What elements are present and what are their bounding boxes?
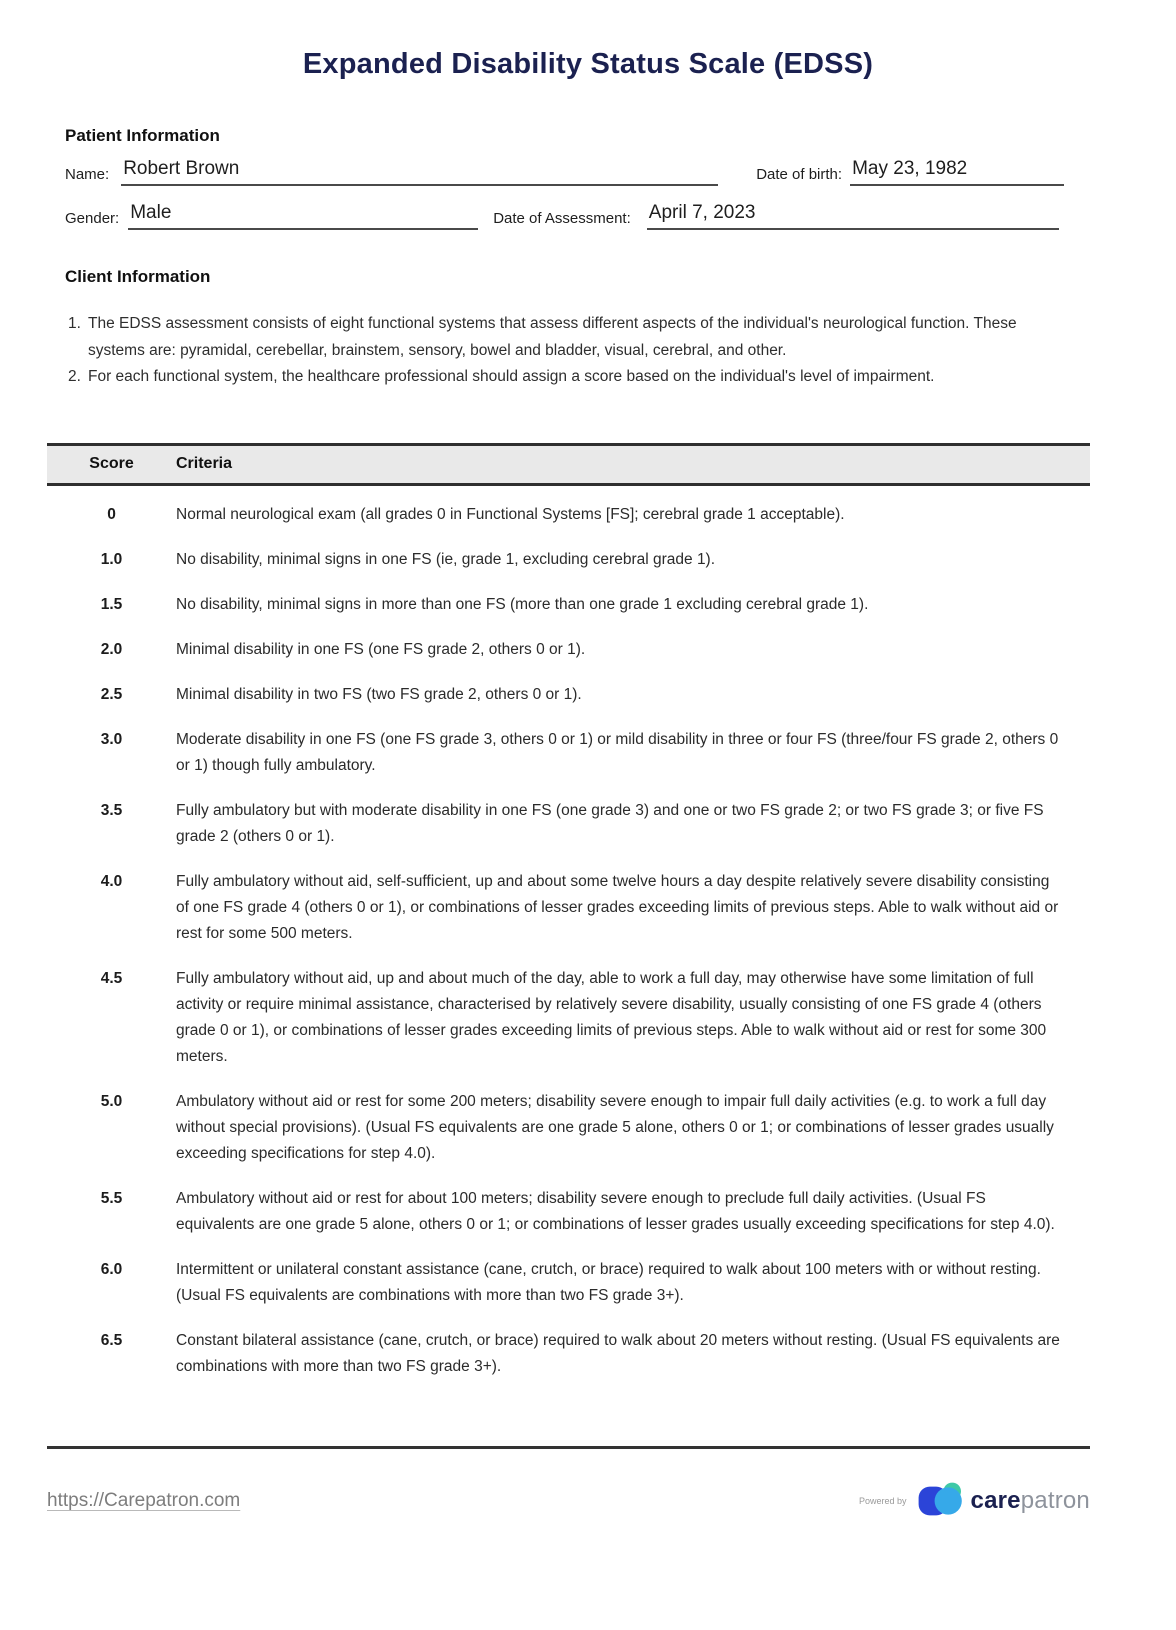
criteria-cell: Moderate disability in one FS (one FS grade 3, others 0 or 1) or mild disability in three or four FS (three/four FS grade 2, others 0 or 1) though fully ambulatory.	[176, 730, 1059, 774]
instruction-item	[68, 311, 1090, 364]
score-cell: 5.5	[100, 1189, 123, 1207]
criteria-cell: Normal neurological exam (all grades 0 in Functional Systems [FS]; cerebral grade 1 acceptable).	[176, 505, 845, 523]
score-cell: 4.5	[100, 969, 123, 987]
table-row	[47, 682, 1090, 708]
table-row	[47, 547, 1090, 573]
table-row	[47, 869, 1090, 947]
criteria-cell: Fully ambulatory without aid, up and about much of the day, able to work a full day, may otherwise have some limitation of full activity or require minimal assistance, characterised by relatively severe disability, usually consisting of one FS grade 4 (others grade 0 or 1), or combinations of lesser grades exceeding limits of previous steps. Able to walk without aid or rest for some 300 meters.	[176, 969, 1047, 1065]
table-row	[47, 727, 1090, 779]
criteria-cell: Fully ambulatory but with moderate disability in one FS (one grade 3) and one or two FS grade 2; or two FS grade 3; or five FS grade 2 (others 0 or 1).	[176, 801, 1044, 845]
gender-label: Gender:	[65, 210, 120, 227]
brand-patron: patron	[1020, 1486, 1090, 1514]
client-info-heading: Client Information	[65, 267, 211, 286]
content-area	[47, 81, 1090, 1523]
table-row	[47, 798, 1090, 850]
criteria-cell: Constant bilateral assistance (cane, crutch, or brace) required to walk about 20 meters without resting. (Usual FS equivalents are combinations with more than two FS grade 3+).	[176, 1331, 1060, 1375]
page-title: Expanded Disability Status Scale (EDSS)	[302, 48, 874, 80]
footer	[47, 1479, 1090, 1523]
criteria-cell: Minimal disability in two FS (two FS grade 2, others 0 or 1).	[176, 685, 582, 703]
brand-care: care	[970, 1486, 1021, 1514]
patient-info-row-2	[65, 202, 1090, 230]
score-table-body	[47, 486, 1090, 1380]
assessment-date-value: April 7, 2023	[648, 202, 756, 223]
criteria-cell: Minimal disability in one FS (one FS grade 2, others 0 or 1).	[176, 640, 586, 658]
table-row	[47, 1089, 1090, 1167]
dob-label: Date of birth:	[756, 166, 843, 183]
score-cell: 1.5	[100, 595, 123, 613]
dob-field[interactable]	[850, 158, 1064, 186]
score-cell: 1.0	[100, 550, 123, 568]
score-cell: 0	[107, 505, 116, 523]
powered-by-label: Powered by	[859, 1495, 907, 1506]
table-row	[47, 502, 1090, 528]
criteria-cell: Intermittent or unilateral constant assistance (cane, crutch, or brace) required to walk about 100 meters with or without resting. (Usual FS equivalents are combinations with more than two FS grade 3+).	[176, 1260, 1041, 1304]
criteria-cell: Ambulatory without aid or rest for some 200 meters; disability severe enough to impair full daily activities (e.g. to work a full day without special provisions). (Usual FS equivalents are one grade 5 alone, others 0 or 1; or combinations of lesser grades usually exceeding specifications for step 4.0).	[176, 1092, 1054, 1162]
instructions-list	[47, 311, 1090, 391]
edss-score-table	[47, 443, 1090, 1380]
table-header-row	[47, 443, 1090, 486]
gender-value: Male	[130, 202, 172, 223]
name-field[interactable]	[121, 158, 718, 186]
criteria-column-header: Criteria	[176, 454, 233, 472]
instruction-number: 2.	[68, 368, 81, 385]
carepatron-logo-icon	[917, 1479, 965, 1523]
bottom-divider	[47, 1446, 1090, 1449]
score-cell: 6.0	[100, 1260, 123, 1278]
criteria-cell: Ambulatory without aid or rest for about 100 meters; disability severe enough to preclude full daily activities. (Usual FS equivalents are one grade 5 alone, others 0 or 1; or combinations of lesser grades usually exceeding specifications for step 4.0).	[176, 1189, 1055, 1233]
score-cell: 2.5	[100, 685, 123, 703]
score-cell: 4.0	[100, 872, 123, 890]
criteria-cell: Fully ambulatory without aid, self-sufficient, up and about some twelve hours a day despite relatively severe disability consisting of one FS grade 4 (others 0 or 1), or combinations of lesser grades exceeding limits of previous steps. Able to walk without aid or rest for some 500 meters.	[176, 872, 1059, 942]
patient-info-row-1	[65, 158, 1090, 186]
brand-group	[859, 1479, 1090, 1523]
patient-info-heading: Patient Information	[65, 126, 220, 145]
table-row	[47, 1328, 1090, 1380]
brand-wordmark	[971, 1487, 1090, 1515]
instruction-text: For each functional system, the healthcare professional should assign a score based on the individual's level of impairment.	[88, 368, 935, 385]
instruction-item	[68, 364, 1090, 391]
table-row	[47, 1257, 1090, 1309]
score-cell: 3.5	[100, 801, 123, 819]
carepatron-link[interactable]: https://Carepatron.com	[47, 1489, 241, 1511]
table-row	[47, 1186, 1090, 1238]
gender-field[interactable]	[128, 202, 478, 230]
score-cell: 3.0	[100, 730, 123, 748]
score-cell: 6.5	[100, 1331, 123, 1349]
assessment-date-field[interactable]	[647, 202, 1059, 230]
instruction-text: The EDSS assessment consists of eight functional systems that assess different aspects of the individual's neurological function. These systems are: pyramidal, cerebellar, brainstem, sensory, bowel and bladder, visual, cerebral, and other.	[88, 315, 1017, 359]
table-row	[47, 966, 1090, 1070]
score-cell: 2.0	[100, 640, 123, 658]
table-row	[47, 637, 1090, 663]
criteria-cell: No disability, minimal signs in one FS (ie, grade 1, excluding cerebral grade 1).	[176, 550, 716, 568]
instruction-number: 1.	[68, 315, 81, 332]
name-value: Robert Brown	[123, 158, 240, 179]
dob-value: May 23, 1982	[852, 158, 968, 179]
table-row	[47, 592, 1090, 618]
assessment-date-label: Date of Assessment:	[493, 210, 631, 227]
score-column-header: Score	[89, 454, 134, 472]
name-label: Name:	[65, 166, 110, 183]
score-cell: 5.0	[100, 1092, 123, 1110]
criteria-cell: No disability, minimal signs in more than one FS (more than one grade 1 excluding cerebral grade 1).	[176, 595, 869, 613]
